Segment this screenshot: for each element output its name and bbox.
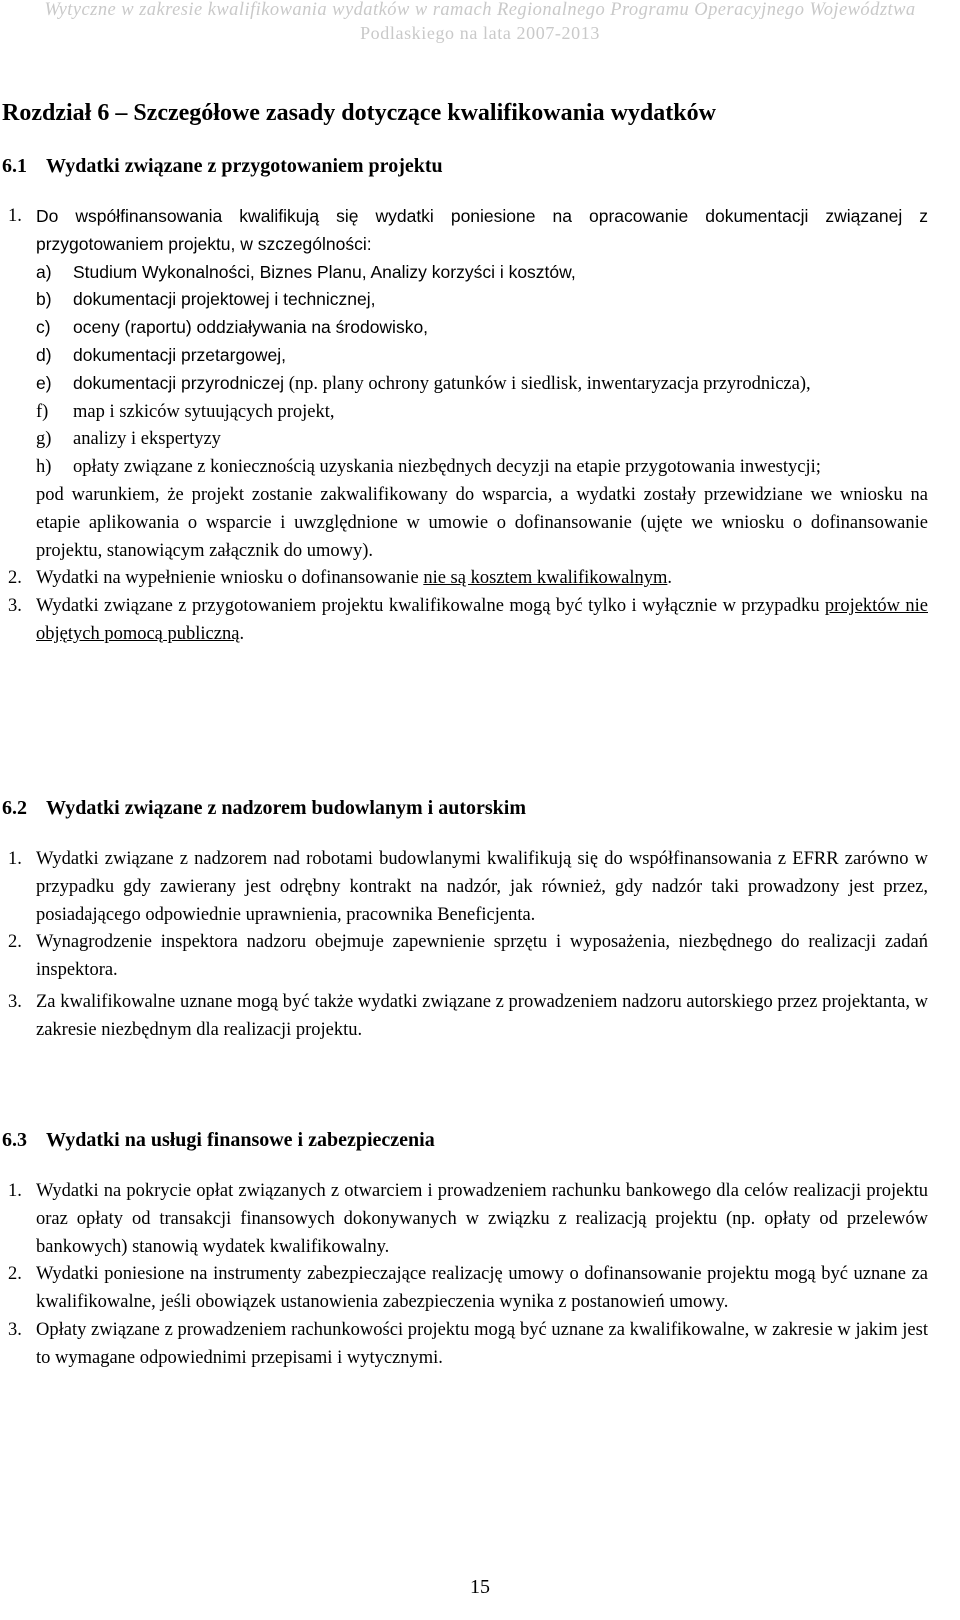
list-item [8,929,928,985]
sub-item-text: opłaty związane z koniecznością uzyskania niezbędnych decyzji na etapie przygotowania inwestycji; [73,457,821,478]
item-number: 1. [8,849,22,869]
item-text: Wynagrodzenie inspektora nadzoru obejmuje zapewnienie sprzętu i wyposażenia, niezbędnego do realizacji zadań inspektora. [36,932,928,981]
sub-item-text: Studium Wykonalności, Biznes Planu, Analizy korzyści i kosztów, [73,261,576,282]
item-text: Wydatki na pokrycie opłat związanych z otwarciem i prowadzeniem rachunku bankowego dla celów realizacji projektu oraz opłaty od transakcji finansowych dokonywanych w związku z realizacją projektu (np. opłaty od przelewów bankowych) stanowią wydatek kwalifikowalny. [36,1181,928,1257]
running-header-line-2: Podlaskiego na lata 2007-2013 [360,23,600,43]
sub-item-letter: c) [36,317,51,338]
sub-item-letter: d) [36,344,52,365]
sub-item [36,342,928,370]
item-number: 3. [8,596,22,617]
section-6-3-body [8,1178,928,1373]
section-number: 6.3 [2,1129,27,1151]
running-header-line-1: Wytyczne w zakresie kwalifikowania wydatków w ramach Regionalnego Programu Operacyjnego Województwa [44,0,916,20]
item-text: Wydatki związane z nadzorem nad robotami budowlanymi kwalifikują się do współfinansowania z EFRR zarówno w przypadku gdy zawierany jest odrębny kontrakt na nadzór, jak również, gdy nadzór taki prowadzony jest przez, posiadającego odpowiednie uprawnienia, pracownika Beneficjenta. [36,849,928,925]
section-number: 6.2 [2,797,27,819]
section-6-1-heading [2,155,443,178]
item-number: 1. [8,206,22,226]
section-6-2-heading [2,797,526,820]
item-text-end: . [239,623,245,644]
list-item [8,1317,928,1373]
sub-item-text: dokumentacji przetargowej, [73,344,287,365]
item-text: Opłaty związane z prowadzeniem rachunkowości projektu mogą być uznane za kwalifikowalne, w zakresie w jakim jest to wymagane odpowiednimi przepisami i wytycznymi. [36,1319,928,1368]
chapter-title: Rozdział 6 – Szczegółowe zasady dotyczące kwalifikowania wydatków [2,100,716,126]
item-intro: Do współfinansowania kwalifikują się wydatki poniesione na opracowanie dokumentacji związanej z przygotowaniem projektu, w szczególności: [36,206,928,254]
sub-item-letter: f) [36,401,49,422]
item-text: Wydatki poniesione na instrumenty zabezpieczające realizację umowy o dofinansowanie projektu mogą być uznane za kwalifikowalne, jeśli obowiązek ustanowienia zabezpieczenia wynika z postanowień umowy. [36,1264,928,1313]
underlined-text: nie są kosztem kwalifikowalnym [423,568,668,589]
page-number: 15 [470,1576,490,1598]
section-6-3-heading [2,1129,435,1152]
sub-item-letter: e) [36,372,52,393]
sub-item-letter: g) [36,429,52,450]
list-item [8,565,928,593]
sub-item [36,454,928,482]
sub-item-text: dokumentacji przyrodniczej [73,372,285,393]
section-title-text: Wydatki związane z przygotowaniem projektu [46,155,443,177]
sub-item [36,370,928,399]
item-text: Wydatki związane z przygotowaniem projektu kwalifikowalne mogą być tylko i wyłącznie w przypadku [36,596,825,617]
item-number: 3. [8,991,22,1012]
sub-item-letter: h) [36,457,52,478]
sub-item [36,259,928,287]
item-text-end: . [667,568,672,589]
list-item [8,846,928,929]
list-item [8,989,928,1045]
sub-item-text-cont: (np. plany ochrony gatunków i siedlisk, inwentaryzacja przyrodnicza), [284,373,811,394]
sub-item-letter: b) [36,289,52,310]
sub-item-text: map i szkiców sytuujących projekt, [73,401,335,422]
sub-item [36,314,928,342]
item-number: 2. [8,568,22,589]
sub-item [36,399,928,427]
item-text: Za kwalifikowalne uznane mogą być także wydatki związane z prowadzeniem nadzoru autorskiego przez projektanta, w zakresie niezbędnym dla realizacji projektu. [36,991,928,1040]
underlined-text: projektów nie objętych pomocą publiczną [36,596,928,644]
list-item [8,203,928,565]
list-item [8,1178,928,1261]
sub-item-text: analizy i ekspertyzy [73,429,221,450]
item-text: Wydatki na wypełnienie wniosku o dofinansowanie [36,568,424,589]
section-title-text: Wydatki na usługi finansowe i zabezpieczenia [46,1129,435,1151]
list-item [8,1261,928,1317]
section-title-text: Wydatki związane z nadzorem budowlanym i autorskim [46,797,527,819]
sub-item [36,286,928,314]
sub-item [36,426,928,454]
item-number: 2. [8,1264,22,1285]
section-number: 6.1 [2,155,27,177]
sub-item-text: oceny (raportu) oddziaływania na środowisko, [73,317,429,338]
item-number: 2. [8,932,22,953]
item-number: 3. [8,1319,22,1340]
sub-item-letter: a) [36,261,52,282]
section-6-2-body [8,846,928,1045]
list-item [8,593,928,649]
condition-paragraph: pod warunkiem, że projekt zostanie zakwalifikowany do wsparcia, a wydatki zostały przewidziane we wniosku na etapie aplikowania o wsparcie i uwzględnione w umowie o dofinansowanie (ujęte we wniosku o dofinansowanie projektu, stanowiącym załącznik do umowy). [36,484,928,561]
section-6-1-body [8,203,928,649]
item-number: 1. [8,1181,22,1201]
sub-item-text: dokumentacji projektowej i technicznej, [73,289,376,310]
